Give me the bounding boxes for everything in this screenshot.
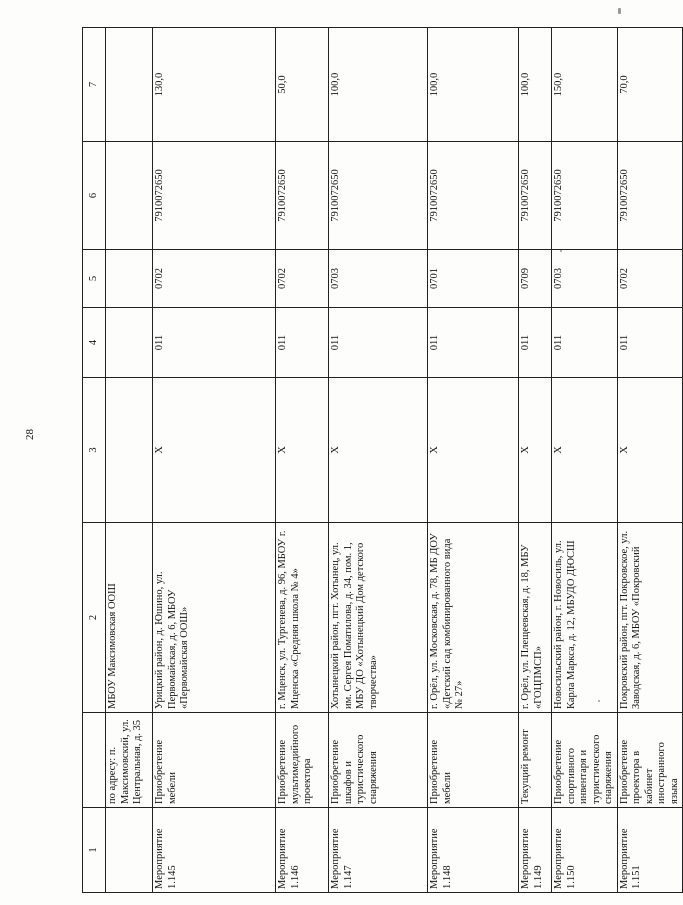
event-name-cell: Приобретение проектора в кабинет иностранного языка	[617, 713, 683, 808]
event-number-cell	[106, 808, 153, 893]
address-cell: Новосильский район, г. Новосиль, ул. Карла Маркса, д. 12, МБУДО ДЮСШ	[552, 523, 618, 713]
scan-speck	[598, 700, 600, 702]
address-cell: г. Орёл, ул. Плещеевская, д. 18, МБУ «ГОЦПМСП»	[519, 523, 552, 713]
col4-cell: 011	[329, 308, 428, 378]
col4-cell: 011	[153, 308, 276, 378]
event-name-cell: Приобретение мультимедийного проектора	[276, 713, 329, 808]
amount-cell: 100,0	[519, 28, 552, 142]
col5-cell: 0709	[519, 250, 552, 308]
event-name-cell: Приобретение спортивного инвентаря и туристического снаряжения	[552, 713, 618, 808]
col5-cell: 0702	[276, 250, 329, 308]
table-row	[329, 28, 428, 893]
col3-cell: Х	[428, 378, 519, 523]
code-cell: 7910072650	[329, 142, 428, 250]
event-name-cell: Приобретение мебели	[153, 713, 276, 808]
event-name-cell: по адресу: п. Максимовский, ул. Центральная, д. 35	[106, 713, 153, 808]
col5-cell: 0703	[552, 250, 618, 308]
budget-table	[82, 27, 683, 893]
header-cell: 3	[83, 378, 106, 523]
col3-cell: Х	[276, 378, 329, 523]
scan-speck	[560, 250, 562, 252]
event-number-cell: Мероприятие 1.149	[519, 808, 552, 893]
address-cell: Покровский район, пгт. Покровское, ул. Заводская, д. 6, МБОУ «Покровский	[617, 523, 683, 713]
header-cell	[83, 713, 106, 808]
col3-cell: Х	[552, 378, 618, 523]
event-number-cell: Мероприятие 1.147	[329, 808, 428, 893]
col3-cell	[106, 378, 153, 523]
col3-cell: Х	[329, 378, 428, 523]
event-name-cell: Приобретение мебели	[428, 713, 519, 808]
col4-cell: 011	[428, 308, 519, 378]
amount-cell: 130,0	[153, 28, 276, 142]
table-row	[106, 28, 153, 893]
col5-cell	[106, 250, 153, 308]
event-number-cell: Мероприятие 1.150	[552, 808, 618, 893]
header-cell: 5	[83, 250, 106, 308]
table-row	[617, 28, 683, 893]
col4-cell: 011	[552, 308, 618, 378]
page-number: 28	[24, 429, 36, 440]
code-cell: 7910072650	[276, 142, 329, 250]
amount-cell: 70,0	[617, 28, 683, 142]
rotated-table-container	[82, 28, 680, 893]
table-row	[153, 28, 276, 893]
table-row	[428, 28, 519, 893]
col4-cell: 011	[519, 308, 552, 378]
code-cell: 7910072650	[552, 142, 618, 250]
col5-cell: 0702	[153, 250, 276, 308]
code-cell: 7910072650	[519, 142, 552, 250]
event-name-cell: Приобретение шкафов и туристического снаряжения	[329, 713, 428, 808]
header-cell: 7	[83, 28, 106, 142]
address-cell: г. Мценск, ул. Тургенева, д. 96, МБОУ г. Мценска «Средняя школа № 4»	[276, 523, 329, 713]
amount-cell	[106, 28, 153, 142]
scan-speck	[618, 8, 621, 14]
header-cell: 6	[83, 142, 106, 250]
amount-cell: 100,0	[329, 28, 428, 142]
col5-cell: 0702	[617, 250, 683, 308]
header-cell: 1	[83, 808, 106, 893]
address-cell: МБОУ Максимовская ООШ	[106, 523, 153, 713]
col3-cell: Х	[153, 378, 276, 523]
event-name-cell: Текущий ремонт	[519, 713, 552, 808]
code-cell	[106, 142, 153, 250]
col3-cell: Х	[519, 378, 552, 523]
event-number-cell: Мероприятие 1.148	[428, 808, 519, 893]
header-cell: 2	[83, 523, 106, 713]
table-row	[552, 28, 618, 893]
amount-cell: 100,0	[428, 28, 519, 142]
col5-cell: 0701	[428, 250, 519, 308]
col5-cell: 0703	[329, 250, 428, 308]
address-cell: Хотынецкий район, пгт. Хотынец, ул. им. Сергея Поматилова, д. 34, пом. 1, МБУ ДО «Хотынецкий Дом детского творчества»	[329, 523, 428, 713]
table-row	[276, 28, 329, 893]
amount-cell: 50,0	[276, 28, 329, 142]
header-cell: 4	[83, 308, 106, 378]
col4-cell: 011	[617, 308, 683, 378]
table-row	[519, 28, 552, 893]
col4-cell	[106, 308, 153, 378]
event-number-cell: Мероприятие 1.146	[276, 808, 329, 893]
header-row	[83, 28, 106, 893]
code-cell: 7910072650	[428, 142, 519, 250]
col4-cell: 011	[276, 308, 329, 378]
address-cell: г. Орёл, ул. Московская, д. 78, МБ ДОУ «Детский сад комбинированного вида № 27»	[428, 523, 519, 713]
event-number-cell: Мероприятие 1.151	[617, 808, 683, 893]
code-cell: 7910072650	[153, 142, 276, 250]
code-cell: 7910072650	[617, 142, 683, 250]
address-cell: Урицкий район, д. Юшино, ул. Первомайская, д. 6, МБОУ «Первомайская ООШ»	[153, 523, 276, 713]
col3-cell: Х	[617, 378, 683, 523]
event-number-cell: Мероприятие 1.145	[153, 808, 276, 893]
amount-cell: 150,0	[552, 28, 618, 142]
